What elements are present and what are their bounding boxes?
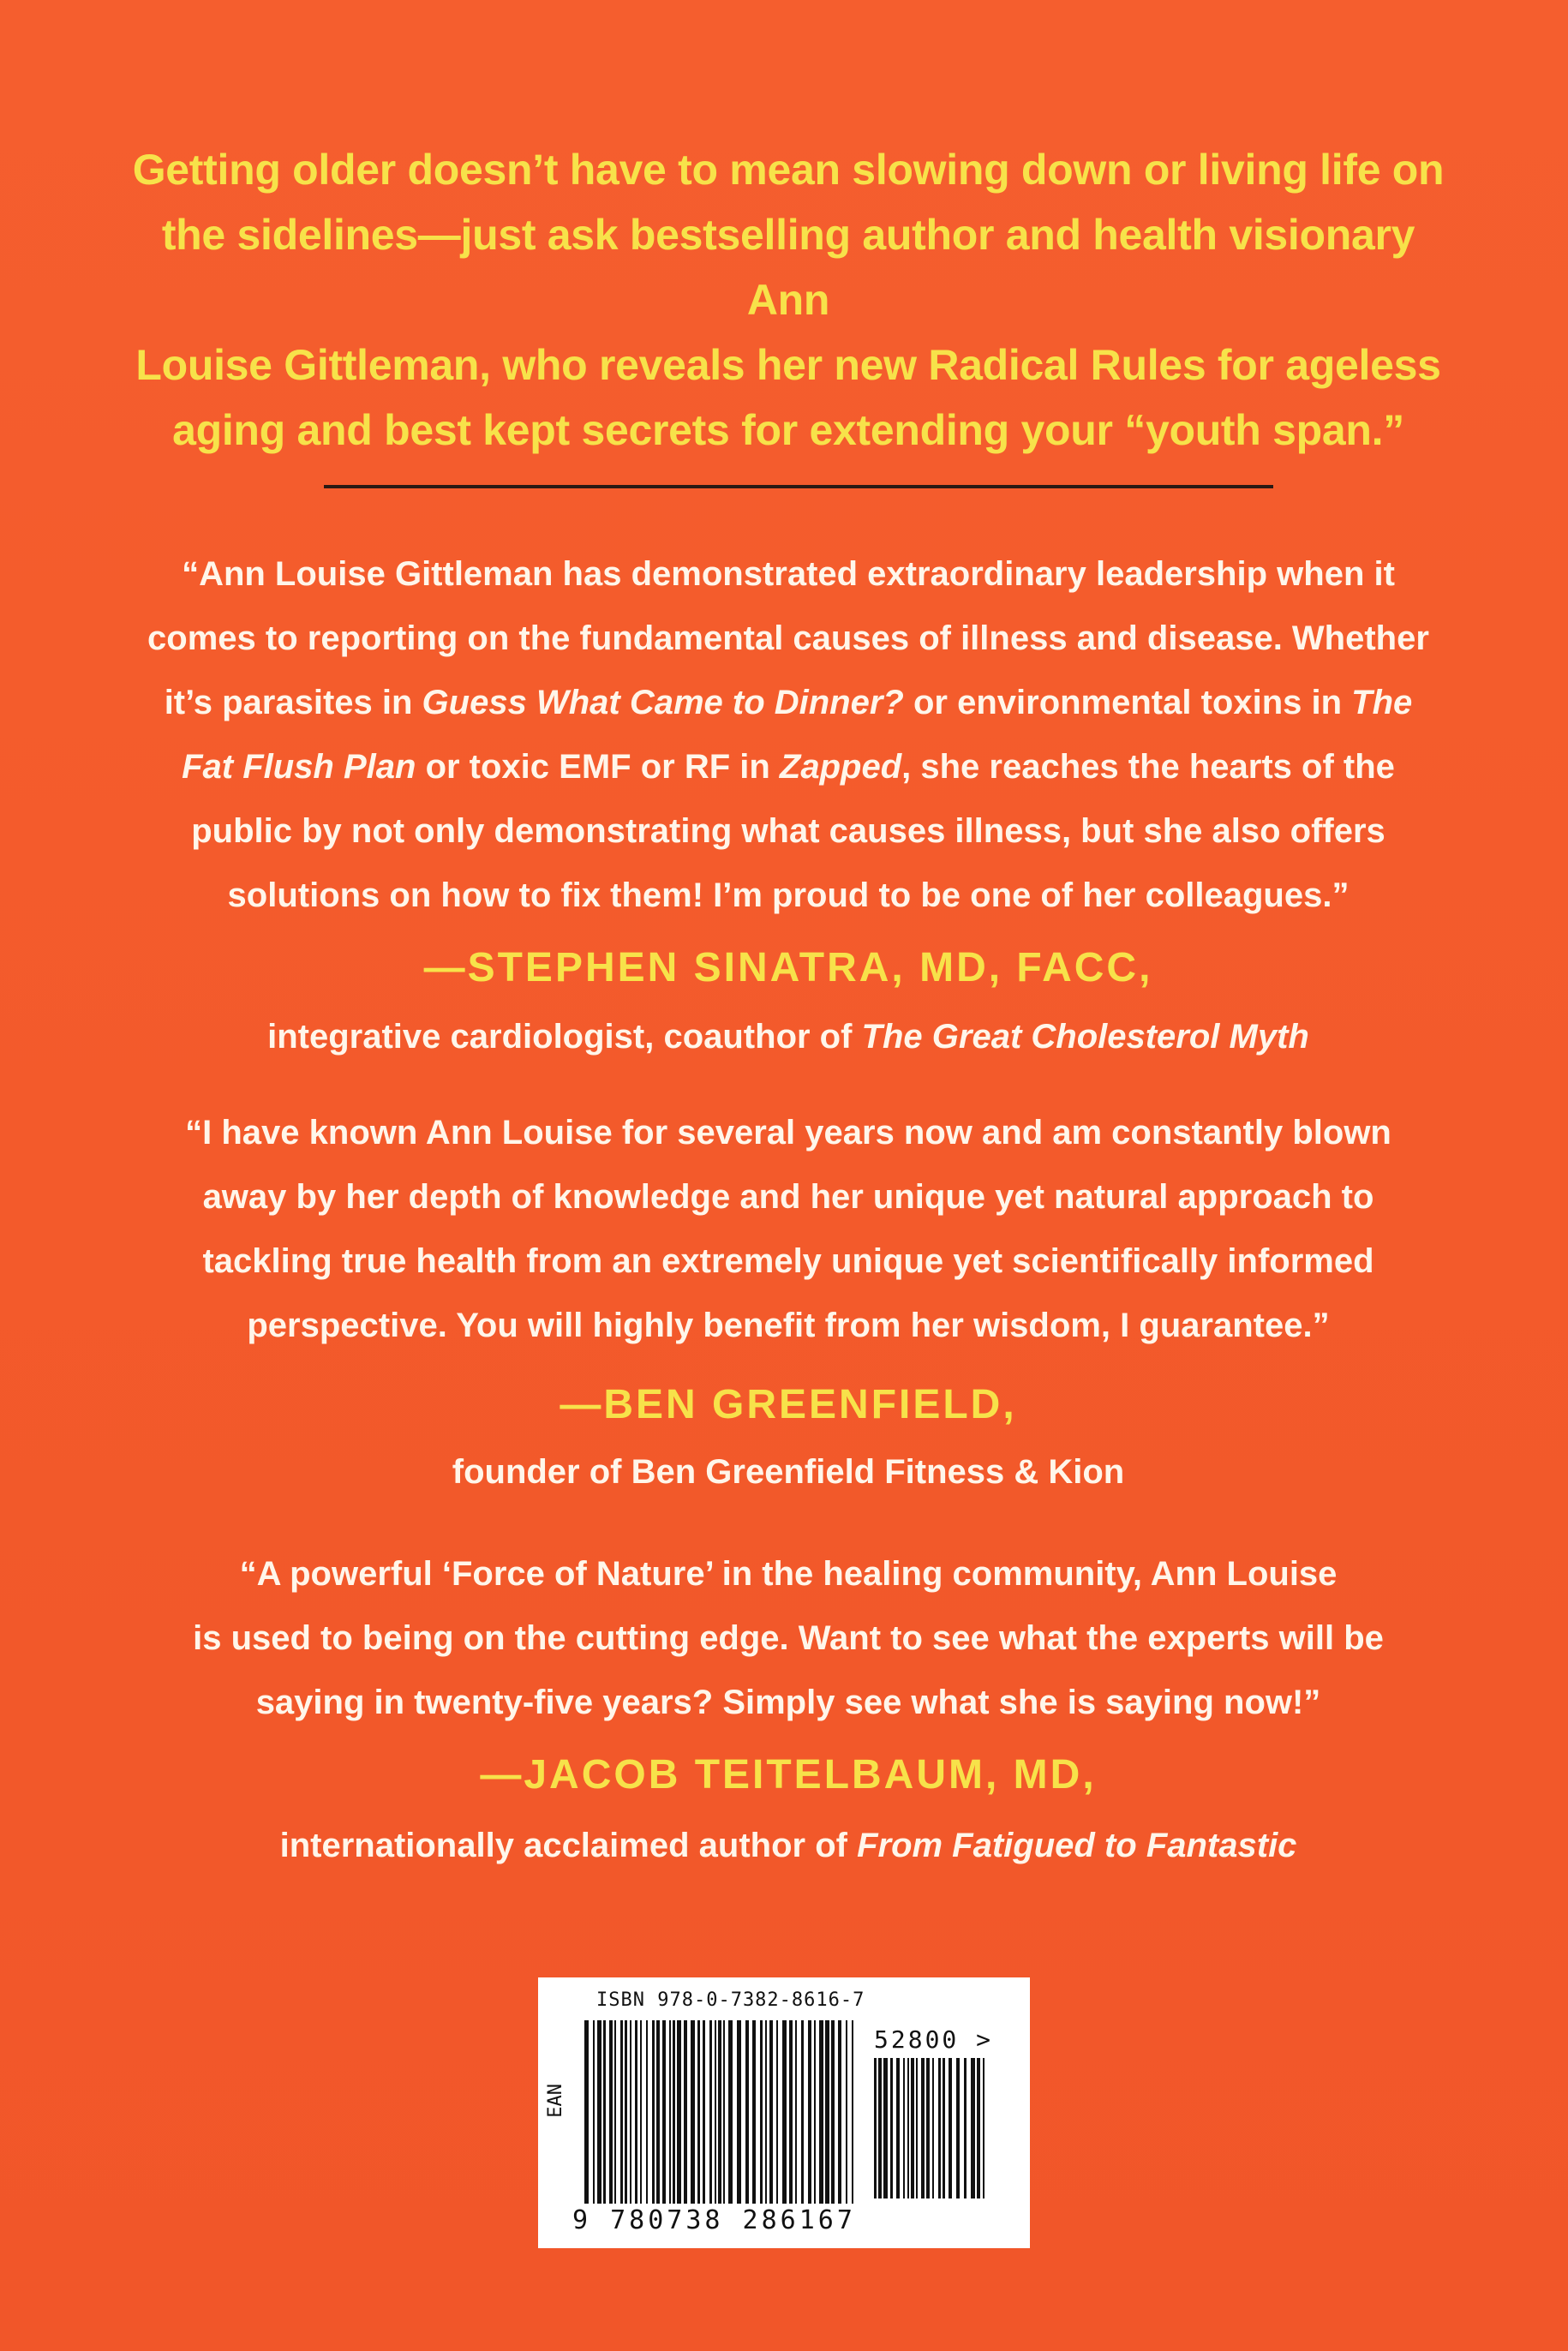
barcode-bar <box>831 2020 835 2204</box>
barcode-bar <box>949 2058 952 2198</box>
barcode-bar <box>814 2020 816 2204</box>
barcode-bar <box>737 2020 741 2204</box>
endorser-role: internationally acclaimed author of <box>279 1827 858 1864</box>
book-title: The Great Cholesterol Myth <box>861 1018 1309 1056</box>
barcode-bar <box>795 2020 797 2204</box>
barcode-bar <box>723 2020 725 2204</box>
intro-line: Louise Gittleman, who reveals her new Radical Rules for ageless <box>135 341 1441 389</box>
ean-label: EAN <box>545 2084 566 2118</box>
quote-line: solutions on how to fix them! I’m proud to be one of her colleagues.” <box>227 876 1350 914</box>
quote-line: “Ann Louise Gittleman has demonstrated extraordinary leadership when it <box>182 555 1395 593</box>
intro-line: aging and best kept secrets for extending your “youth span.” <box>172 406 1404 454</box>
barcode-bar <box>789 2020 793 2204</box>
endorser-name: —BEN GREENFIELD, <box>560 1382 1017 1427</box>
endorsement-quote-teitelbaum <box>111 1542 1465 1735</box>
barcode-bar <box>620 2020 623 2204</box>
endorser-description <box>111 1011 1465 1062</box>
barcode-bar <box>635 2020 637 2204</box>
book-title: Zapped <box>779 748 902 786</box>
barcode-bar <box>907 2058 909 2198</box>
quote-text: or environmental toxins in <box>903 684 1352 721</box>
barcode-bar <box>878 2058 882 2198</box>
barcode-bar <box>819 2020 823 2204</box>
quote-text: or toxic EMF or RF in <box>416 748 780 786</box>
barcode-bar <box>808 2020 811 2204</box>
barcode-bar <box>776 2020 778 2204</box>
barcode-bar <box>715 2020 716 2204</box>
barcode-bar <box>874 2058 877 2198</box>
barcode-bar <box>709 2020 712 2204</box>
barcode-bar <box>703 2020 705 2204</box>
barcode-bar <box>677 2020 681 2204</box>
price-addon-bars <box>874 2058 987 2198</box>
barcode-bar <box>971 2058 975 2198</box>
barcode-bar <box>921 2058 925 2198</box>
barcode-bar <box>652 2020 655 2204</box>
endorsement-quote-greenfield <box>111 1101 1465 1358</box>
barcode-bar <box>760 2020 763 2204</box>
quote-line <box>111 735 1465 799</box>
quote-line: comes to reporting on the fundamental causes of illness and disease. Whether <box>147 619 1429 657</box>
barcode-bar <box>903 2058 905 2198</box>
barcode-bar <box>801 2020 804 2204</box>
barcode-bar <box>625 2020 627 2204</box>
barcode-bar <box>752 2020 756 2204</box>
quote-text: , she reaches the hearts of the <box>901 748 1395 786</box>
barcode-bar <box>630 2020 631 2204</box>
barcode-bar <box>603 2020 606 2204</box>
barcode-bar <box>983 2058 984 2198</box>
isbn-number: ISBN 978-0-7382-8616-7 <box>596 1989 865 2011</box>
barcode-bar <box>669 2020 671 2204</box>
barcode-bar <box>718 2020 721 2204</box>
quote-line: “A powerful ‘Force of Nature’ in the healing community, Ann Louise <box>239 1555 1338 1593</box>
barcode-bar <box>765 2020 767 2204</box>
quote-line: away by her depth of knowledge and her unique yet natural approach to <box>202 1178 1374 1216</box>
barcode-bar <box>684 2020 687 2204</box>
barcode-bar <box>825 2020 829 2204</box>
book-title: From Fatigued to Fantastic <box>857 1827 1297 1864</box>
barcode-bar <box>691 2020 695 2204</box>
quote-line: perspective. You will highly benefit from her wisdom, I guarantee.” <box>247 1307 1330 1344</box>
intro-line: the sidelines—just ask bestselling author and health visionary Ann <box>161 211 1415 324</box>
barcode-bar <box>846 2020 847 2204</box>
barcode-bar <box>640 2020 642 2204</box>
barcode-bar <box>911 2058 914 2198</box>
barcode-bar <box>769 2020 773 2204</box>
barcode-bar <box>728 2020 733 2204</box>
barcode-bar <box>614 2020 616 2204</box>
quote-line <box>111 671 1465 735</box>
barcode-bar <box>697 2020 700 2204</box>
endorsement-quote-sinatra <box>111 542 1465 928</box>
quote-line: is used to being on the cutting edge. Want to see what the experts will be <box>193 1619 1384 1657</box>
book-title: Fat Flush Plan <box>182 748 416 786</box>
barcode-bar <box>956 2058 960 2198</box>
quote-text: it’s parasites in <box>164 684 422 721</box>
barcode-bar <box>782 2020 787 2204</box>
barcode-bar <box>852 2020 853 2204</box>
endorser-name: —STEPHEN SINATRA, MD, FACC, <box>423 945 1153 990</box>
barcode-bar <box>593 2020 595 2204</box>
barcode-bar <box>964 2058 967 2198</box>
barcode-bar <box>977 2058 980 2198</box>
ean-digits: 9 780738 286167 <box>572 2205 856 2235</box>
barcode-bar <box>662 2020 666 2204</box>
barcode-bar <box>890 2058 893 2198</box>
quote-line: public by not only demonstrating what causes illness, but she also offers <box>191 812 1385 850</box>
endorser-description <box>111 1820 1465 1871</box>
barcode-bar <box>943 2058 945 2198</box>
barcode-bar <box>584 2020 589 2204</box>
barcode-bar <box>656 2020 660 2204</box>
quote-line: saying in twenty-five years? Simply see what she is saying now!” <box>255 1684 1321 1721</box>
barcode-bar <box>932 2058 934 2198</box>
barcode-bar <box>609 2020 613 2204</box>
barcode-bar <box>926 2058 930 2198</box>
divider-rule <box>324 485 1273 488</box>
quote-line: tackling true health from an extremely unique yet scientifically informed <box>202 1242 1374 1280</box>
book-title: The <box>1351 684 1413 721</box>
quote-line: “I have known Ann Louise for several years now and am constantly blown <box>185 1114 1391 1152</box>
endorser-description: founder of Ben Greenfield Fitness & Kion <box>452 1453 1125 1491</box>
barcode-bar <box>673 2020 675 2204</box>
barcode-bar <box>646 2020 648 2204</box>
barcode-bar <box>916 2058 918 2198</box>
endorser-role: integrative cardiologist, coauthor of <box>267 1018 862 1056</box>
endorser-name: —JACOB TEITELBAUM, MD, <box>480 1752 1097 1798</box>
barcode-bar <box>896 2058 900 2198</box>
intro-blurb <box>120 137 1457 463</box>
book-title: Guess What Came to Dinner? <box>422 684 904 721</box>
barcode-bar <box>883 2058 888 2198</box>
isbn-barcode <box>538 1977 1030 2248</box>
ean-barcode-bars <box>584 2020 860 2204</box>
price-code: 52800 > <box>874 2025 994 2054</box>
barcode-bar <box>838 2020 841 2204</box>
barcode-bar <box>745 2020 749 2204</box>
barcode-bar <box>938 2058 941 2198</box>
barcode-bar <box>597 2020 601 2204</box>
intro-line: Getting older doesn’t have to mean slowing down or living life on <box>132 146 1445 194</box>
